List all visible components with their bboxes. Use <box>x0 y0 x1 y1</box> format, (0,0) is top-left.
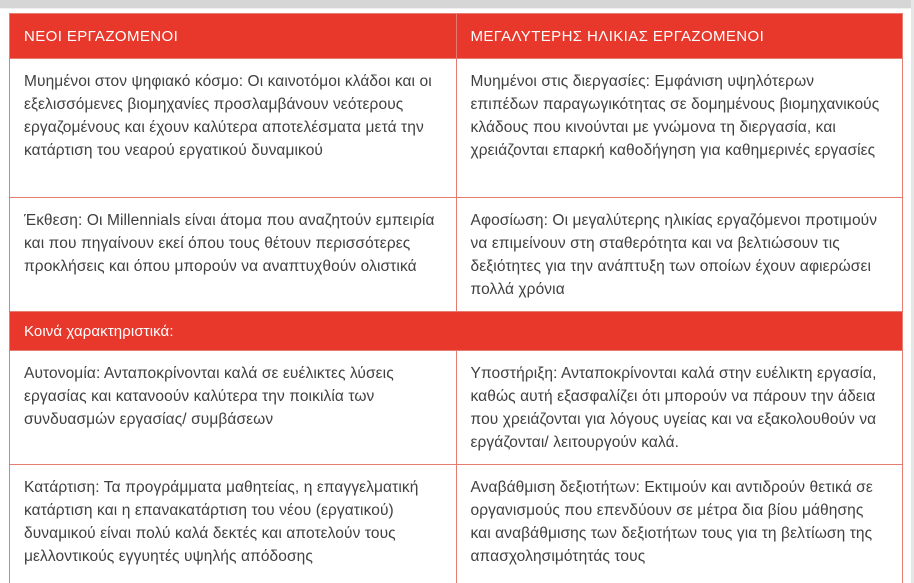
table-header-row <box>10 14 903 59</box>
header-older-workers: ΜΕΓΑΛΥΤΕΡΗΣ ΗΛΙΚΙΑΣ ΕΡΓΑΖΟΜΕΝΟΙ <box>456 14 903 59</box>
table-row <box>10 465 903 583</box>
cell-young-digital-world: Μυημένοι στον ψηφιακό κόσμο: Οι καινοτόμοι κλάδοι και οι εξελισσόμενες βιομηχανίες προσλαμβάνουν νεότερους εργαζομένους και έχουν καλύτερα αποτελέσματα μετά την κατάρτιση του νεαρού εργατικού δυναμικού <box>10 59 457 198</box>
table-row <box>10 351 903 465</box>
workers-comparison-table <box>9 13 903 583</box>
cell-older-processes: Μυημένοι στις διεργασίες: Εμφάνιση υψηλότερων επιπέδων παραγωγικότητας σε δομημένους βιομηχανικούς κλάδους που κινούνται με γνώμονα τη διεργασία, και χρειάζονται επαρκή καθοδήγηση για καθημερινές εργασίες <box>456 59 903 198</box>
band-label: Κοινά χαρακτηριστικά: <box>10 312 903 351</box>
table-row <box>10 59 903 198</box>
header-young-workers: ΝΕΟΙ ΕΡΓΑΖΟΜΕΝΟΙ <box>10 14 457 59</box>
cell-young-autonomy: Αυτονομία: Ανταποκρίνονται καλά σε ευέλικτες λύσεις εργασίας και κατανοούν καλύτερα την ποικιλία των συνδυασμών εργασίας/ συμβάσεων <box>10 351 457 465</box>
cell-young-exposure: Έκθεση: Οι Millennials είναι άτομα που αναζητούν εμπειρία και που πηγαίνουν εκεί όπου τους θέτουν περισσότερες προκλήσεις και όπου μπορούν να αναπτυχθούν ολιστικά <box>10 198 457 312</box>
cell-older-loyalty: Αφοσίωση: Οι μεγαλύτερης ηλικίας εργαζόμενοι προτιμούν να επιμείνουν στη σταθερότητα και να βελτιώσουν τις δεξιότητες για την ανάπτυξη των οποίων έχουν αφιερώσει πολλά χρόνια <box>456 198 903 312</box>
common-characteristics-band <box>10 312 903 351</box>
cell-young-training: Κατάρτιση: Τα προγράμματα μαθητείας, η επαγγελματική κατάρτιση και η επανακατάρτιση του νέου (εργατικού) δυναμικού είναι πολύ καλά δεκτές και αποτελούν τους μελλοντικούς εγγυητές υψηλής απόδοσης <box>10 465 457 583</box>
cell-older-upskilling: Αναβάθμιση δεξιοτήτων: Εκτιμούν και αντιδρούν θετικά σε οργανισμούς που επενδύουν σε μέτρα δια βίου μάθησης και αναβάθμισης των δεξιοτήτων τους για τη βελτίωση της απασχολησιμότητάς τους <box>456 465 903 583</box>
table-row <box>10 198 903 312</box>
top-divider-strip <box>0 0 914 9</box>
cell-older-support: Υποστήριξη: Ανταποκρίνονται καλά στην ευέλικτη εργασία, καθώς αυτή εξασφαλίζει ότι μπορούν να πάρουν την άδεια που χρειάζονται για λόγους υγείας και να εξακολουθούν να εργάζονται/ λειτουργούν καλά. <box>456 351 903 465</box>
